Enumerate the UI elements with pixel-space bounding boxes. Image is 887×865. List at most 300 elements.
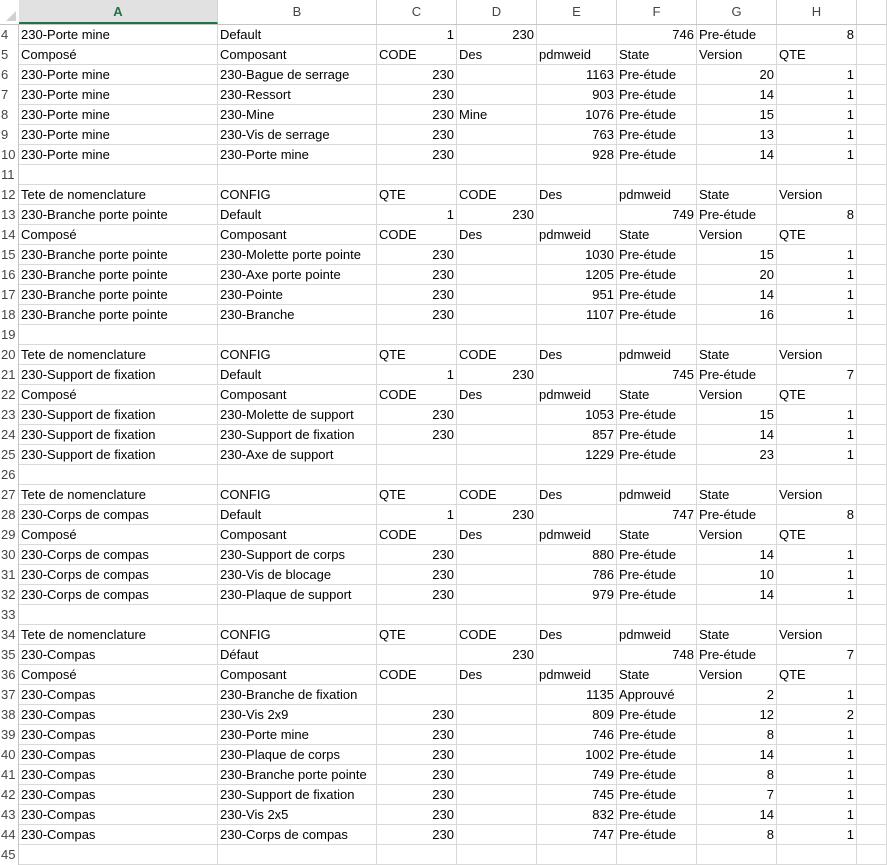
cell-g21[interactable]: Pre-étude — [697, 365, 777, 385]
cell-h12[interactable]: Version — [777, 185, 857, 205]
cell-b28[interactable]: Default — [218, 505, 377, 525]
cell-h24[interactable]: 1 — [777, 425, 857, 445]
cell-a23[interactable]: 230-Support de fixation — [19, 405, 218, 425]
cell-c30[interactable]: 230 — [377, 545, 457, 565]
cell-g13[interactable]: Pre-étude — [697, 205, 777, 225]
cell-a15[interactable]: 230-Branche porte pointe — [19, 245, 218, 265]
cell-d37[interactable] — [457, 685, 537, 705]
cell-f14[interactable]: State — [617, 225, 697, 245]
cell-h11[interactable] — [777, 165, 857, 185]
cell-d8[interactable]: Mine — [457, 105, 537, 125]
cell-h4[interactable]: 8 — [777, 25, 857, 45]
cell-a12[interactable]: Tete de nomenclature — [19, 185, 218, 205]
cell-i10[interactable] — [857, 145, 887, 165]
cell-f25[interactable]: Pre-étude — [617, 445, 697, 465]
column-header-d[interactable]: D — [457, 0, 537, 24]
cell-b10[interactable]: 230-Porte mine — [218, 145, 377, 165]
cell-i14[interactable] — [857, 225, 887, 245]
cell-c36[interactable]: CODE — [377, 665, 457, 685]
cell-d17[interactable] — [457, 285, 537, 305]
cell-i38[interactable] — [857, 705, 887, 725]
cell-h36[interactable]: QTE — [777, 665, 857, 685]
cell-d5[interactable]: Des — [457, 45, 537, 65]
cell-c18[interactable]: 230 — [377, 305, 457, 325]
cell-e12[interactable]: Des — [537, 185, 617, 205]
row-header[interactable]: 10 — [0, 145, 19, 165]
cell-a16[interactable]: 230-Branche porte pointe — [19, 265, 218, 285]
cell-e17[interactable]: 951 — [537, 285, 617, 305]
cell-i11[interactable] — [857, 165, 887, 185]
cell-c25[interactable] — [377, 445, 457, 465]
cell-b11[interactable] — [218, 165, 377, 185]
cell-g9[interactable]: 13 — [697, 125, 777, 145]
cell-g20[interactable]: State — [697, 345, 777, 365]
row-header[interactable]: 7 — [0, 85, 19, 105]
cell-h39[interactable]: 1 — [777, 725, 857, 745]
row-header[interactable]: 14 — [0, 225, 19, 245]
cell-i39[interactable] — [857, 725, 887, 745]
cell-b4[interactable]: Default — [218, 25, 377, 45]
cell-b20[interactable]: CONFIG — [218, 345, 377, 365]
cell-e35[interactable] — [537, 645, 617, 665]
row-header[interactable]: 38 — [0, 705, 19, 725]
column-header-g[interactable]: G — [697, 0, 777, 24]
row-header[interactable]: 25 — [0, 445, 19, 465]
cell-d27[interactable]: CODE — [457, 485, 537, 505]
cell-e25[interactable]: 1229 — [537, 445, 617, 465]
cell-d19[interactable] — [457, 325, 537, 345]
cell-a31[interactable]: 230-Corps de compas — [19, 565, 218, 585]
row-header[interactable]: 37 — [0, 685, 19, 705]
cell-d36[interactable]: Des — [457, 665, 537, 685]
cell-a41[interactable]: 230-Compas — [19, 765, 218, 785]
cell-g15[interactable]: 15 — [697, 245, 777, 265]
row-header[interactable]: 44 — [0, 825, 19, 845]
cell-f22[interactable]: State — [617, 385, 697, 405]
cell-g12[interactable]: State — [697, 185, 777, 205]
cell-a45[interactable] — [19, 845, 218, 865]
row-header[interactable]: 23 — [0, 405, 19, 425]
cell-a35[interactable]: 230-Compas — [19, 645, 218, 665]
cell-c12[interactable]: QTE — [377, 185, 457, 205]
row-header[interactable]: 6 — [0, 65, 19, 85]
cell-i32[interactable] — [857, 585, 887, 605]
row-header[interactable]: 27 — [0, 485, 19, 505]
cell-b13[interactable]: Default — [218, 205, 377, 225]
cell-f41[interactable]: Pre-étude — [617, 765, 697, 785]
cell-f36[interactable]: State — [617, 665, 697, 685]
row-header[interactable]: 19 — [0, 325, 19, 345]
cell-f42[interactable]: Pre-étude — [617, 785, 697, 805]
row-header[interactable]: 41 — [0, 765, 19, 785]
cell-c22[interactable]: CODE — [377, 385, 457, 405]
cell-a6[interactable]: 230-Porte mine — [19, 65, 218, 85]
cell-d35[interactable]: 230 — [457, 645, 537, 665]
cell-h35[interactable]: 7 — [777, 645, 857, 665]
cell-e26[interactable] — [537, 465, 617, 485]
cell-e21[interactable] — [537, 365, 617, 385]
column-header-e[interactable]: E — [537, 0, 617, 24]
cell-a33[interactable] — [19, 605, 218, 625]
cell-a22[interactable]: Composé — [19, 385, 218, 405]
cell-i20[interactable] — [857, 345, 887, 365]
cell-e41[interactable]: 749 — [537, 765, 617, 785]
row-header[interactable]: 43 — [0, 805, 19, 825]
cell-g28[interactable]: Pre-étude — [697, 505, 777, 525]
cell-f7[interactable]: Pre-étude — [617, 85, 697, 105]
cell-f40[interactable]: Pre-étude — [617, 745, 697, 765]
cell-c35[interactable] — [377, 645, 457, 665]
cell-h26[interactable] — [777, 465, 857, 485]
cell-b6[interactable]: 230-Bague de serrage — [218, 65, 377, 85]
cell-h27[interactable]: Version — [777, 485, 857, 505]
cell-i19[interactable] — [857, 325, 887, 345]
cell-g29[interactable]: Version — [697, 525, 777, 545]
cell-h37[interactable]: 1 — [777, 685, 857, 705]
cell-e23[interactable]: 1053 — [537, 405, 617, 425]
cell-i26[interactable] — [857, 465, 887, 485]
cell-c26[interactable] — [377, 465, 457, 485]
cell-f8[interactable]: Pre-étude — [617, 105, 697, 125]
cell-c8[interactable]: 230 — [377, 105, 457, 125]
cell-i7[interactable] — [857, 85, 887, 105]
cell-i16[interactable] — [857, 265, 887, 285]
cell-h5[interactable]: QTE — [777, 45, 857, 65]
cell-d22[interactable]: Des — [457, 385, 537, 405]
cell-a4[interactable]: 230-Porte mine — [19, 25, 218, 45]
cell-a24[interactable]: 230-Support de fixation — [19, 425, 218, 445]
cell-e44[interactable]: 747 — [537, 825, 617, 845]
cell-b29[interactable]: Composant — [218, 525, 377, 545]
cell-c34[interactable]: QTE — [377, 625, 457, 645]
cell-i12[interactable] — [857, 185, 887, 205]
cell-f26[interactable] — [617, 465, 697, 485]
row-header[interactable]: 5 — [0, 45, 19, 65]
cell-a39[interactable]: 230-Compas — [19, 725, 218, 745]
cell-f9[interactable]: Pre-étude — [617, 125, 697, 145]
cell-g11[interactable] — [697, 165, 777, 185]
row-header[interactable]: 32 — [0, 585, 19, 605]
cell-e10[interactable]: 928 — [537, 145, 617, 165]
cell-c24[interactable]: 230 — [377, 425, 457, 445]
cell-c9[interactable]: 230 — [377, 125, 457, 145]
cell-f21[interactable]: 745 — [617, 365, 697, 385]
cell-g23[interactable]: 15 — [697, 405, 777, 425]
cell-g39[interactable]: 8 — [697, 725, 777, 745]
cell-e19[interactable] — [537, 325, 617, 345]
cell-g31[interactable]: 10 — [697, 565, 777, 585]
cell-a32[interactable]: 230-Corps de compas — [19, 585, 218, 605]
cell-f20[interactable]: pdmweid — [617, 345, 697, 365]
cell-c14[interactable]: CODE — [377, 225, 457, 245]
cell-b32[interactable]: 230-Plaque de support — [218, 585, 377, 605]
column-header-i[interactable] — [857, 0, 887, 24]
cell-e20[interactable]: Des — [537, 345, 617, 365]
cell-b19[interactable] — [218, 325, 377, 345]
cell-c5[interactable]: CODE — [377, 45, 457, 65]
cell-a13[interactable]: 230-Branche porte pointe — [19, 205, 218, 225]
cell-e43[interactable]: 832 — [537, 805, 617, 825]
cell-b17[interactable]: 230-Pointe — [218, 285, 377, 305]
cell-i15[interactable] — [857, 245, 887, 265]
row-header[interactable]: 4 — [0, 25, 19, 45]
row-header[interactable]: 16 — [0, 265, 19, 285]
cell-d38[interactable] — [457, 705, 537, 725]
cell-c13[interactable]: 1 — [377, 205, 457, 225]
cell-d34[interactable]: CODE — [457, 625, 537, 645]
cell-d13[interactable]: 230 — [457, 205, 537, 225]
cell-d25[interactable] — [457, 445, 537, 465]
cell-c42[interactable]: 230 — [377, 785, 457, 805]
cell-g40[interactable]: 14 — [697, 745, 777, 765]
cell-c20[interactable]: QTE — [377, 345, 457, 365]
row-header[interactable]: 24 — [0, 425, 19, 445]
cell-e13[interactable] — [537, 205, 617, 225]
cell-f29[interactable]: State — [617, 525, 697, 545]
cell-i37[interactable] — [857, 685, 887, 705]
row-header[interactable]: 28 — [0, 505, 19, 525]
cell-c16[interactable]: 230 — [377, 265, 457, 285]
cell-e24[interactable]: 857 — [537, 425, 617, 445]
cell-h19[interactable] — [777, 325, 857, 345]
cell-b38[interactable]: 230-Vis 2x9 — [218, 705, 377, 725]
cell-h15[interactable]: 1 — [777, 245, 857, 265]
cell-c11[interactable] — [377, 165, 457, 185]
row-header[interactable]: 21 — [0, 365, 19, 385]
row-header[interactable]: 40 — [0, 745, 19, 765]
cell-h42[interactable]: 1 — [777, 785, 857, 805]
cell-b24[interactable]: 230-Support de fixation — [218, 425, 377, 445]
select-all-button[interactable] — [0, 0, 20, 24]
column-header-c[interactable]: C — [377, 0, 457, 24]
cell-d9[interactable] — [457, 125, 537, 145]
cell-g18[interactable]: 16 — [697, 305, 777, 325]
cell-i33[interactable] — [857, 605, 887, 625]
cell-d40[interactable] — [457, 745, 537, 765]
cell-g6[interactable]: 20 — [697, 65, 777, 85]
cell-a42[interactable]: 230-Compas — [19, 785, 218, 805]
cell-b34[interactable]: CONFIG — [218, 625, 377, 645]
cell-d33[interactable] — [457, 605, 537, 625]
cell-h25[interactable]: 1 — [777, 445, 857, 465]
cell-e36[interactable]: pdmweid — [537, 665, 617, 685]
cell-h33[interactable] — [777, 605, 857, 625]
cell-h10[interactable]: 1 — [777, 145, 857, 165]
cell-c17[interactable]: 230 — [377, 285, 457, 305]
cell-i6[interactable] — [857, 65, 887, 85]
cell-c38[interactable]: 230 — [377, 705, 457, 725]
cell-e42[interactable]: 745 — [537, 785, 617, 805]
cell-f35[interactable]: 748 — [617, 645, 697, 665]
cell-d15[interactable] — [457, 245, 537, 265]
cell-c33[interactable] — [377, 605, 457, 625]
cell-e5[interactable]: pdmweid — [537, 45, 617, 65]
cell-d4[interactable]: 230 — [457, 25, 537, 45]
cell-c23[interactable]: 230 — [377, 405, 457, 425]
cell-a11[interactable] — [19, 165, 218, 185]
cell-d41[interactable] — [457, 765, 537, 785]
cell-i30[interactable] — [857, 545, 887, 565]
cell-h6[interactable]: 1 — [777, 65, 857, 85]
cell-i28[interactable] — [857, 505, 887, 525]
cell-e32[interactable]: 979 — [537, 585, 617, 605]
cell-i43[interactable] — [857, 805, 887, 825]
cell-d26[interactable] — [457, 465, 537, 485]
cell-f13[interactable]: 749 — [617, 205, 697, 225]
cell-h45[interactable] — [777, 845, 857, 865]
cell-a5[interactable]: Composé — [19, 45, 218, 65]
cell-g30[interactable]: 14 — [697, 545, 777, 565]
cell-b43[interactable]: 230-Vis 2x5 — [218, 805, 377, 825]
column-header-f[interactable]: F — [617, 0, 697, 24]
cell-e28[interactable] — [537, 505, 617, 525]
cell-h16[interactable]: 1 — [777, 265, 857, 285]
cell-a29[interactable]: Composé — [19, 525, 218, 545]
cell-f4[interactable]: 746 — [617, 25, 697, 45]
row-header[interactable]: 42 — [0, 785, 19, 805]
cell-b30[interactable]: 230-Support de corps — [218, 545, 377, 565]
cell-d23[interactable] — [457, 405, 537, 425]
cell-g33[interactable] — [697, 605, 777, 625]
cell-i25[interactable] — [857, 445, 887, 465]
cell-h9[interactable]: 1 — [777, 125, 857, 145]
cell-f31[interactable]: Pre-étude — [617, 565, 697, 585]
cell-d16[interactable] — [457, 265, 537, 285]
cell-c37[interactable] — [377, 685, 457, 705]
cell-d28[interactable]: 230 — [457, 505, 537, 525]
cell-e8[interactable]: 1076 — [537, 105, 617, 125]
cell-g44[interactable]: 8 — [697, 825, 777, 845]
cell-h23[interactable]: 1 — [777, 405, 857, 425]
cell-f37[interactable]: Approuvé — [617, 685, 697, 705]
cell-g16[interactable]: 20 — [697, 265, 777, 285]
cell-d18[interactable] — [457, 305, 537, 325]
cell-e34[interactable]: Des — [537, 625, 617, 645]
cell-c15[interactable]: 230 — [377, 245, 457, 265]
cell-f34[interactable]: pdmweid — [617, 625, 697, 645]
cell-h40[interactable]: 1 — [777, 745, 857, 765]
cell-c40[interactable]: 230 — [377, 745, 457, 765]
cell-i4[interactable] — [857, 25, 887, 45]
cell-b8[interactable]: 230-Mine — [218, 105, 377, 125]
cell-i21[interactable] — [857, 365, 887, 385]
row-header[interactable]: 34 — [0, 625, 19, 645]
cell-i35[interactable] — [857, 645, 887, 665]
row-header[interactable]: 26 — [0, 465, 19, 485]
cell-f28[interactable]: 747 — [617, 505, 697, 525]
cell-h21[interactable]: 7 — [777, 365, 857, 385]
cell-c32[interactable]: 230 — [377, 585, 457, 605]
cell-a38[interactable]: 230-Compas — [19, 705, 218, 725]
cell-g25[interactable]: 23 — [697, 445, 777, 465]
cell-d14[interactable]: Des — [457, 225, 537, 245]
cell-b44[interactable]: 230-Corps de compas — [218, 825, 377, 845]
cell-h8[interactable]: 1 — [777, 105, 857, 125]
cell-e4[interactable] — [537, 25, 617, 45]
cell-f39[interactable]: Pre-étude — [617, 725, 697, 745]
cell-g7[interactable]: 14 — [697, 85, 777, 105]
cell-g35[interactable]: Pre-étude — [697, 645, 777, 665]
cell-a27[interactable]: Tete de nomenclature — [19, 485, 218, 505]
cell-c28[interactable]: 1 — [377, 505, 457, 525]
cell-i9[interactable] — [857, 125, 887, 145]
row-header[interactable]: 29 — [0, 525, 19, 545]
cell-e30[interactable]: 880 — [537, 545, 617, 565]
cell-b31[interactable]: 230-Vis de blocage — [218, 565, 377, 585]
cell-e11[interactable] — [537, 165, 617, 185]
cell-e38[interactable]: 809 — [537, 705, 617, 725]
cell-b21[interactable]: Default — [218, 365, 377, 385]
cell-f33[interactable] — [617, 605, 697, 625]
cell-h41[interactable]: 1 — [777, 765, 857, 785]
cell-f17[interactable]: Pre-étude — [617, 285, 697, 305]
cell-i24[interactable] — [857, 425, 887, 445]
cell-b26[interactable] — [218, 465, 377, 485]
cell-a26[interactable] — [19, 465, 218, 485]
cell-b22[interactable]: Composant — [218, 385, 377, 405]
cell-d21[interactable]: 230 — [457, 365, 537, 385]
cell-h44[interactable]: 1 — [777, 825, 857, 845]
cell-g38[interactable]: 12 — [697, 705, 777, 725]
cell-g32[interactable]: 14 — [697, 585, 777, 605]
cell-i27[interactable] — [857, 485, 887, 505]
cell-a9[interactable]: 230-Porte mine — [19, 125, 218, 145]
cell-a36[interactable]: Composé — [19, 665, 218, 685]
cell-h14[interactable]: QTE — [777, 225, 857, 245]
cell-g14[interactable]: Version — [697, 225, 777, 245]
row-header[interactable]: 11 — [0, 165, 19, 185]
row-header[interactable]: 12 — [0, 185, 19, 205]
cell-i40[interactable] — [857, 745, 887, 765]
cell-g17[interactable]: 14 — [697, 285, 777, 305]
cell-f30[interactable]: Pre-étude — [617, 545, 697, 565]
cell-e45[interactable] — [537, 845, 617, 865]
cell-h34[interactable]: Version — [777, 625, 857, 645]
cell-a7[interactable]: 230-Porte mine — [19, 85, 218, 105]
cell-e29[interactable]: pdmweid — [537, 525, 617, 545]
cell-e31[interactable]: 786 — [537, 565, 617, 585]
cell-e16[interactable]: 1205 — [537, 265, 617, 285]
row-header[interactable]: 39 — [0, 725, 19, 745]
cell-a44[interactable]: 230-Compas — [19, 825, 218, 845]
cell-c4[interactable]: 1 — [377, 25, 457, 45]
cell-c31[interactable]: 230 — [377, 565, 457, 585]
cell-i36[interactable] — [857, 665, 887, 685]
cell-i13[interactable] — [857, 205, 887, 225]
cell-g4[interactable]: Pre-étude — [697, 25, 777, 45]
cell-c29[interactable]: CODE — [377, 525, 457, 545]
cell-i18[interactable] — [857, 305, 887, 325]
cell-f32[interactable]: Pre-étude — [617, 585, 697, 605]
cell-e27[interactable]: Des — [537, 485, 617, 505]
cell-c44[interactable]: 230 — [377, 825, 457, 845]
cell-d12[interactable]: CODE — [457, 185, 537, 205]
cell-i22[interactable] — [857, 385, 887, 405]
cell-h7[interactable]: 1 — [777, 85, 857, 105]
cell-i31[interactable] — [857, 565, 887, 585]
cell-d20[interactable]: CODE — [457, 345, 537, 365]
cell-h18[interactable]: 1 — [777, 305, 857, 325]
cell-d32[interactable] — [457, 585, 537, 605]
cell-g24[interactable]: 14 — [697, 425, 777, 445]
cell-h20[interactable]: Version — [777, 345, 857, 365]
row-header[interactable]: 17 — [0, 285, 19, 305]
cell-b23[interactable]: 230-Molette de support — [218, 405, 377, 425]
cell-d7[interactable] — [457, 85, 537, 105]
cell-f15[interactable]: Pre-étude — [617, 245, 697, 265]
cell-a43[interactable]: 230-Compas — [19, 805, 218, 825]
cell-a10[interactable]: 230-Porte mine — [19, 145, 218, 165]
